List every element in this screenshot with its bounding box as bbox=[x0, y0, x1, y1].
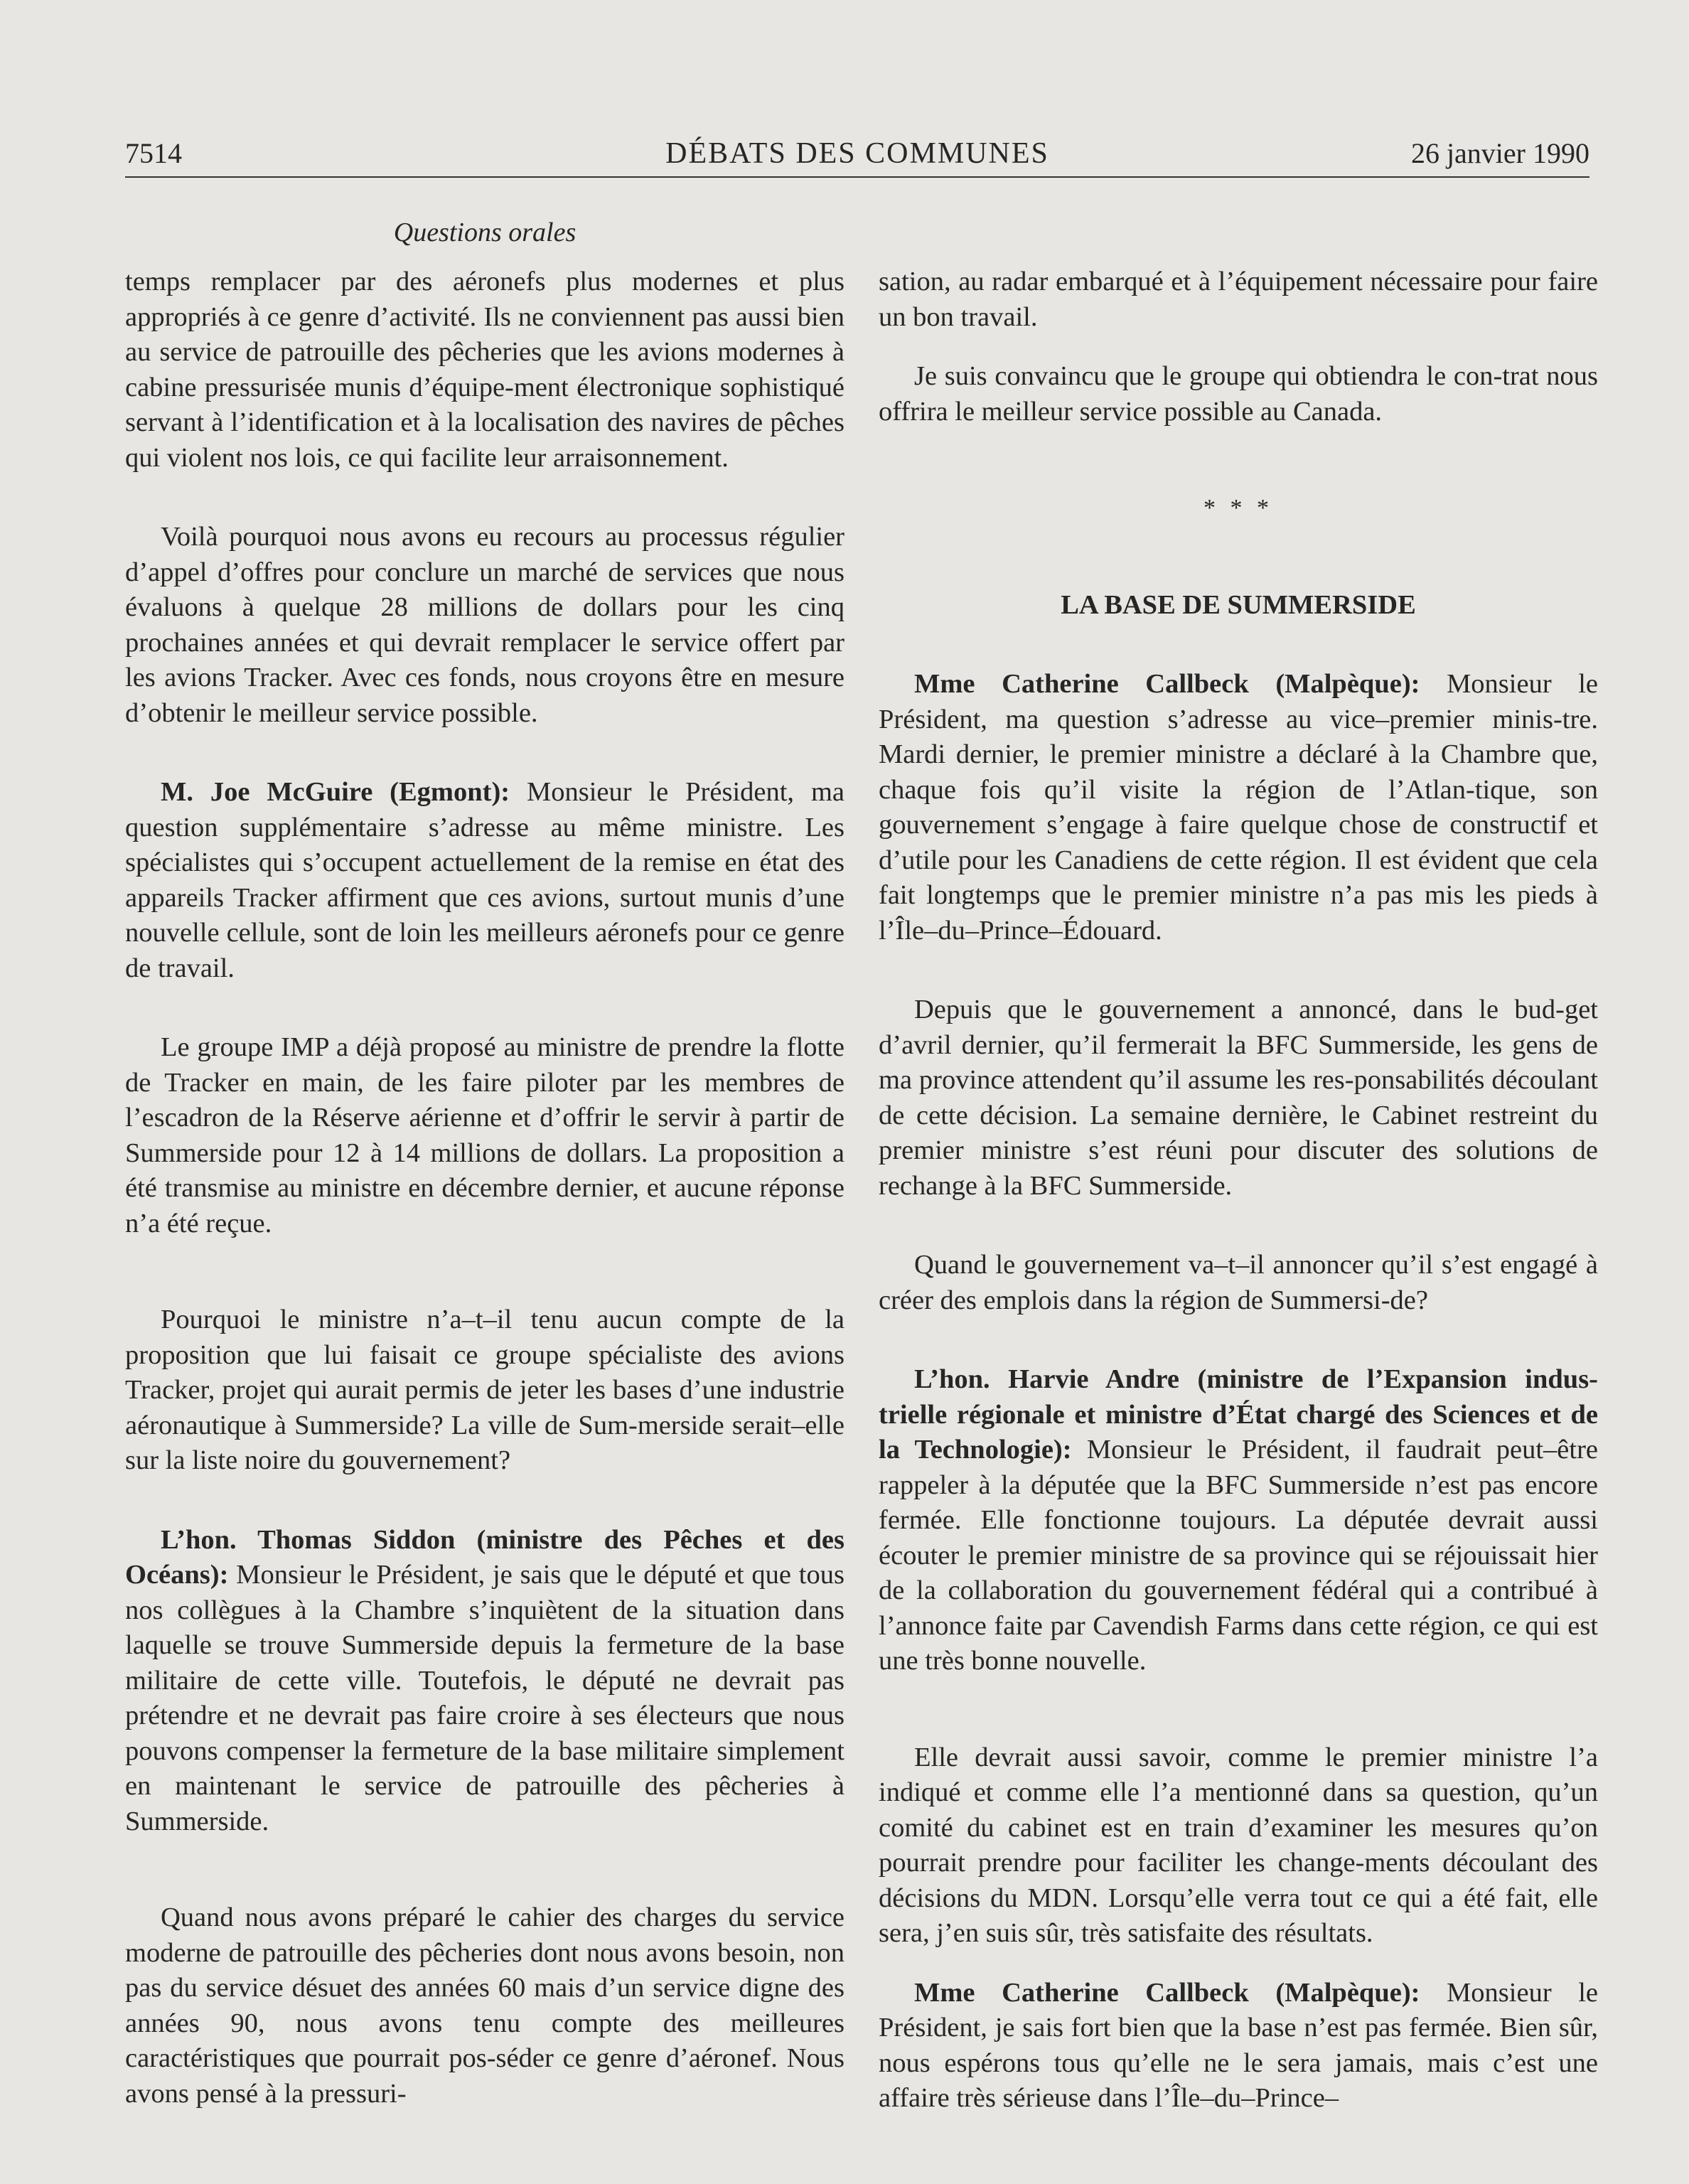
paragraph: Depuis que le gouvernement a annoncé, dans le bud-get d’avril dernier, qu’il fermerait la BFC Summerside, les gens de ma province attendent qu’il assume les res-ponsabilités découlant de cette décision. La semaine dernière, le Cabinet restreint du premier ministre s’est réuni pour discuter des solutions de rechange à la BFC Summerside. bbox=[879, 995, 1598, 1201]
publication-date: 26 janvier 1990 bbox=[1410, 137, 1589, 169]
section-separator: * * * bbox=[1203, 495, 1273, 521]
paragraph: Je suis convaincu que le groupe qui obtiendra le con-trat nous offrira le meilleur service possible au Canada. bbox=[879, 361, 1598, 427]
header-rule bbox=[125, 176, 1589, 178]
left-column bbox=[125, 264, 844, 2111]
publication-title: DÉBATS DES COMMUNES bbox=[665, 137, 1049, 170]
speech-text: Monsieur le Président, ma question s’adresse au vice–premier minis-tre. Mardi dernier, le premier ministre a déclaré à la Chambre que, chaque fois qu’il visite la région de l’Atlan-tique, son gouvernement s’engage à faire quelque chose de constructif et d’utile pour les Canadiens de cette région. Il est évident que cela fait longtemps que le premier ministre n’a pas mis les pieds à l’Île–du–Prince–Édouard. bbox=[879, 669, 1599, 946]
speech-text: Monsieur le Président, il faudrait peut–être rappeler à la députée que la BFC Summerside n’est pas encore fermée. Elle fonctionne toujours. La députée devrait aussi écouter le premier ministre de sa province qui se réjouissait hier de la collaboration du gouvernement fédéral qui a contribué à l’annonce faite par Cavendish Farms dans cette région, ce qui est une très bonne nouvelle. bbox=[879, 1435, 1598, 1676]
speaker-name: L’hon. Thomas Siddon (ministre des Pêches et des Océans): bbox=[125, 1524, 844, 1590]
paragraph: Voilà pourquoi nous avons eu recours au processus régulier d’appel d’offres pour conclure un marché de services que nous évaluons à quelque 28 millions de dollars pour les cinq prochaines années et qui devrait remplacer le service offert par les avions Tracker. Avec ces fonds, nous croyons être en mesure d’obtenir le meilleur service possible. bbox=[125, 522, 844, 728]
paragraph: sation, au radar embarqué et à l’équipement nécessaire pour faire un bon travail. bbox=[879, 267, 1598, 332]
right-column bbox=[879, 264, 1598, 2116]
page-number: 7514 bbox=[125, 137, 182, 169]
paragraph: Elle devrait aussi savoir, comme le premier ministre l’a indiqué et comme elle l’a mentionné dans sa question, qu’un comité du cabinet est en train d’examiner les mesures qu’on pourrait prendre pour faciliter les change-ments découlant des décisions du MDN. Lorsqu’elle verra tout ce qui a été fait, elle sera, j’en suis sûr, très satisfaite des résultats. bbox=[879, 1742, 1598, 1948]
speaker-name: M. Joe McGuire (Egmont): bbox=[161, 777, 510, 807]
speech-paragraph bbox=[125, 775, 844, 986]
section-heading: LA BASE DE SUMMERSIDE bbox=[1061, 590, 1416, 620]
speaker-name: Mme Catherine Callbeck (Malpèque): bbox=[914, 1977, 1420, 2008]
speech-paragraph bbox=[879, 1362, 1598, 1679]
paragraph: Le groupe IMP a déjà proposé au ministre de prendre la flotte de Tracker en main, de les faire piloter par les membres de l’escadron de la Réserve aérienne et d’offrir le servir à partir de Summerside pour 12 à 14 millions de dollars. La proposition a été transmise au ministre en décembre dernier, et aucune réponse n’a été reçue. bbox=[125, 1032, 844, 1238]
paragraph: Pourquoi le ministre n’a–t–il tenu aucun compte de la proposition que lui faisait ce groupe spécialiste des avions Tracker, projet qui aurait permis de jeter les bases d’une industrie aéronautique à Summerside? La ville de Sum-merside serait–elle sur la liste noire du gouvernement? bbox=[125, 1305, 844, 1475]
speech-paragraph bbox=[879, 1976, 1598, 2116]
speech-text: Monsieur le Président, je sais que le député et que tous nos collègues à la Chambre s’inquiètent de la situation dans laquelle se trouve Summerside depuis la fermeture de la base militaire de cette ville. Toutefois, le député ne devrait pas prétendre et ne devrait pas faire croire à ses électeurs que nous pouvons compenser la fermeture de la base militaire simplement en maintenant le service de patrouille des pêcheries à Summerside. bbox=[125, 1560, 844, 1836]
speech-paragraph bbox=[879, 667, 1598, 948]
paragraph: Quand nous avons préparé le cahier des charges du service moderne de patrouille des pêcheries dont nous avons besoin, non pas du service désuet des années 60 mais d’un service digne des années 90, nous avons tenu compte des meilleures caractéristiques que pourrait pos-séder ce genre d’aéronef. Nous avons pensé à la pressuri- bbox=[125, 1902, 844, 2109]
section-label: Questions orales bbox=[393, 218, 577, 247]
speech-text: Monsieur le Président, je sais fort bien que la base n’est pas fermée. Bien sûr, nous espérons tous qu’elle ne le sera jamais, mais c’est une affaire très sérieuse dans l’Île–du–Prince– bbox=[879, 1977, 1599, 2113]
speaker-name: L’hon. Harvie Andre (ministre de l’Expansion indus-trielle régionale et ministre d’État chargé des Sciences et de la Technologie): bbox=[879, 1364, 1598, 1465]
page-header bbox=[125, 135, 1589, 172]
paragraph: Quand le gouvernement va–t–il annoncer qu’il s’est engagé à créer des emplois dans la région de Summersi-de? bbox=[879, 1250, 1598, 1315]
speech-paragraph bbox=[125, 1523, 844, 1840]
speech-text: Monsieur le Président, ma question supplémentaire s’adresse au même ministre. Les spécialistes qui s’occupent actuellement de la remise en état des appareils Tracker affirment que ces avions, surtout munis d’une nouvelle cellule, sont de loin les meilleurs aéronefs pour ce genre de travail. bbox=[125, 777, 844, 983]
paragraph: temps remplacer par des aéronefs plus modernes et plus appropriés à ce genre d’activité. Ils ne conviennent pas aussi bien au service de patrouille des pêcheries que les avions modernes à cabine pressurisée munis d’équipe-ment électronique sophistiqué servant à l’identification et à la localisation des navires de pêches qui violent nos lois, ce qui facilite leur arraisonnement. bbox=[125, 267, 844, 473]
speaker-name: Mme Catherine Callbeck (Malpèque): bbox=[914, 669, 1420, 699]
